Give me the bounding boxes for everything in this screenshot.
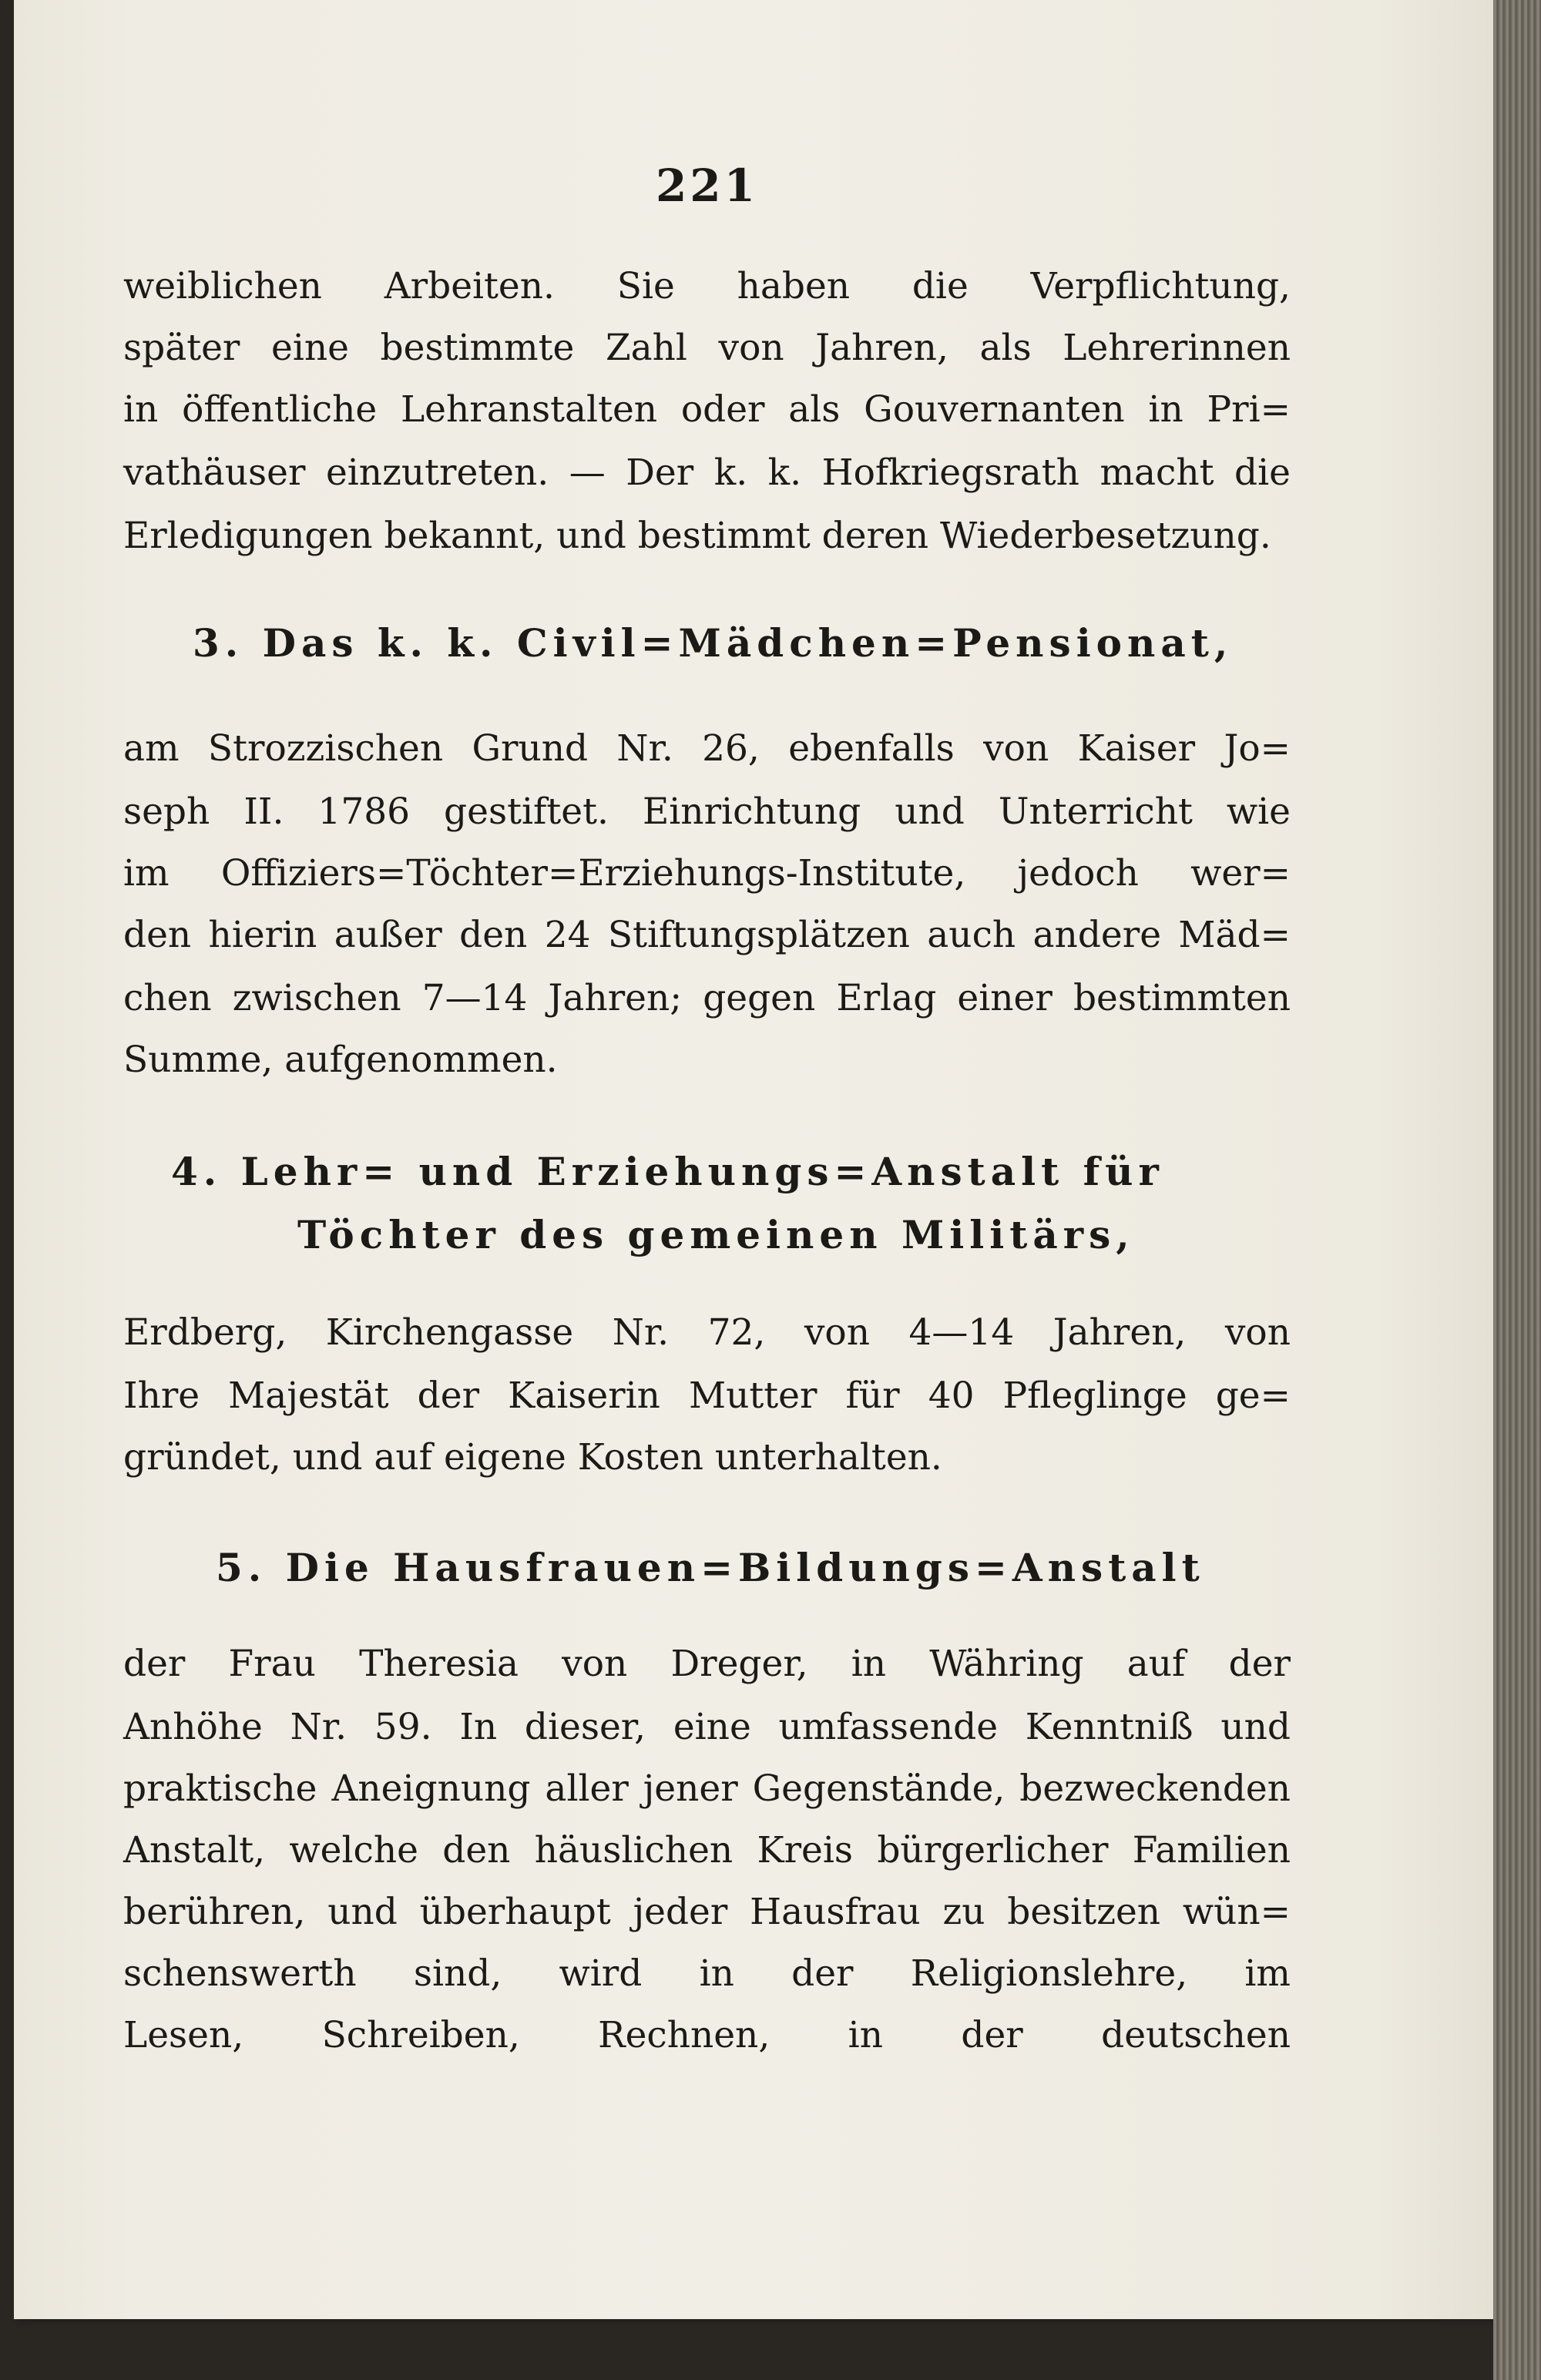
- text-line: der Frau Theresia von Dreger, in Währing auf der: [123, 1643, 1291, 1685]
- text-line: in öffentliche Lehranstalten oder als Gouvernanten in Pri=: [123, 388, 1291, 431]
- book-page: [14, 0, 1493, 2319]
- text-line: seph II. 1786 gestiftet. Einrichtung und Unterricht wie: [123, 791, 1291, 833]
- text-line: im Offiziers=Töchter=Erziehungs-Institute, jedoch wer=: [123, 852, 1291, 895]
- text-line: praktische Aneignung aller jener Gegenstände, bezweckenden: [123, 1767, 1291, 1810]
- text-line: Lesen, Schreiben, Rechnen, in der deutschen: [123, 2014, 1291, 2056]
- text-line: den hierin außer den 24 Stiftungsplätzen auch andere Mäd=: [123, 914, 1291, 956]
- section-heading-4: 4. Lehr= und Erziehungs=Anstalt für: [171, 1149, 1164, 1194]
- text-line: weiblichen Arbeiten. Sie haben die Verpflichtung,: [123, 265, 1291, 307]
- text-line: Ihre Majestät der Kaiserin Mutter für 40 Pfleglinge ge=: [123, 1375, 1291, 1417]
- section-heading-3: 3. Das k. k. Civil=Mädchen=Pensionat,: [193, 620, 1234, 666]
- text-line: schenswerth sind, wird in der Religionslehre, im: [123, 1952, 1291, 1995]
- book-page-stack-edge: [1493, 0, 1541, 2380]
- text-line: chen zwischen 7—14 Jahren; gegen Erlag einer bestimmten: [123, 977, 1291, 1019]
- text-line: Anhöhe Nr. 59. In dieser, eine umfassende Kenntniß und: [123, 1706, 1291, 1748]
- text-line: Anstalt, welche den häuslichen Kreis bürgerlicher Familien: [123, 1829, 1291, 1871]
- text-line: vathäuser einzutreten. — Der k. k. Hofkriegsrath macht die: [123, 451, 1291, 494]
- text-line: am Strozzischen Grund Nr. 26, ebenfalls von Kaiser Jo=: [123, 727, 1291, 770]
- text-line: gründet, und auf eigene Kosten unterhalten.: [123, 1436, 942, 1479]
- page-number: 221: [655, 159, 759, 212]
- section-heading-4-cont: Töchter des gemeinen Militärs,: [297, 1212, 1135, 1257]
- text-line: Summe, aufgenommen.: [123, 1039, 558, 1081]
- section-heading-5: 5. Die Hausfrauen=Bildungs=Anstalt: [216, 1545, 1205, 1590]
- text-line: Erdberg, Kirchengasse Nr. 72, von 4—14 Jahren, von: [123, 1311, 1291, 1354]
- text-line: Erledigungen bekannt, und bestimmt deren Wiederbesetzung.: [123, 515, 1271, 557]
- text-line: später eine bestimmte Zahl von Jahren, als Lehrerinnen: [123, 327, 1291, 369]
- text-line: berühren, und überhaupt jeder Hausfrau zu besitzen wün=: [123, 1891, 1291, 1933]
